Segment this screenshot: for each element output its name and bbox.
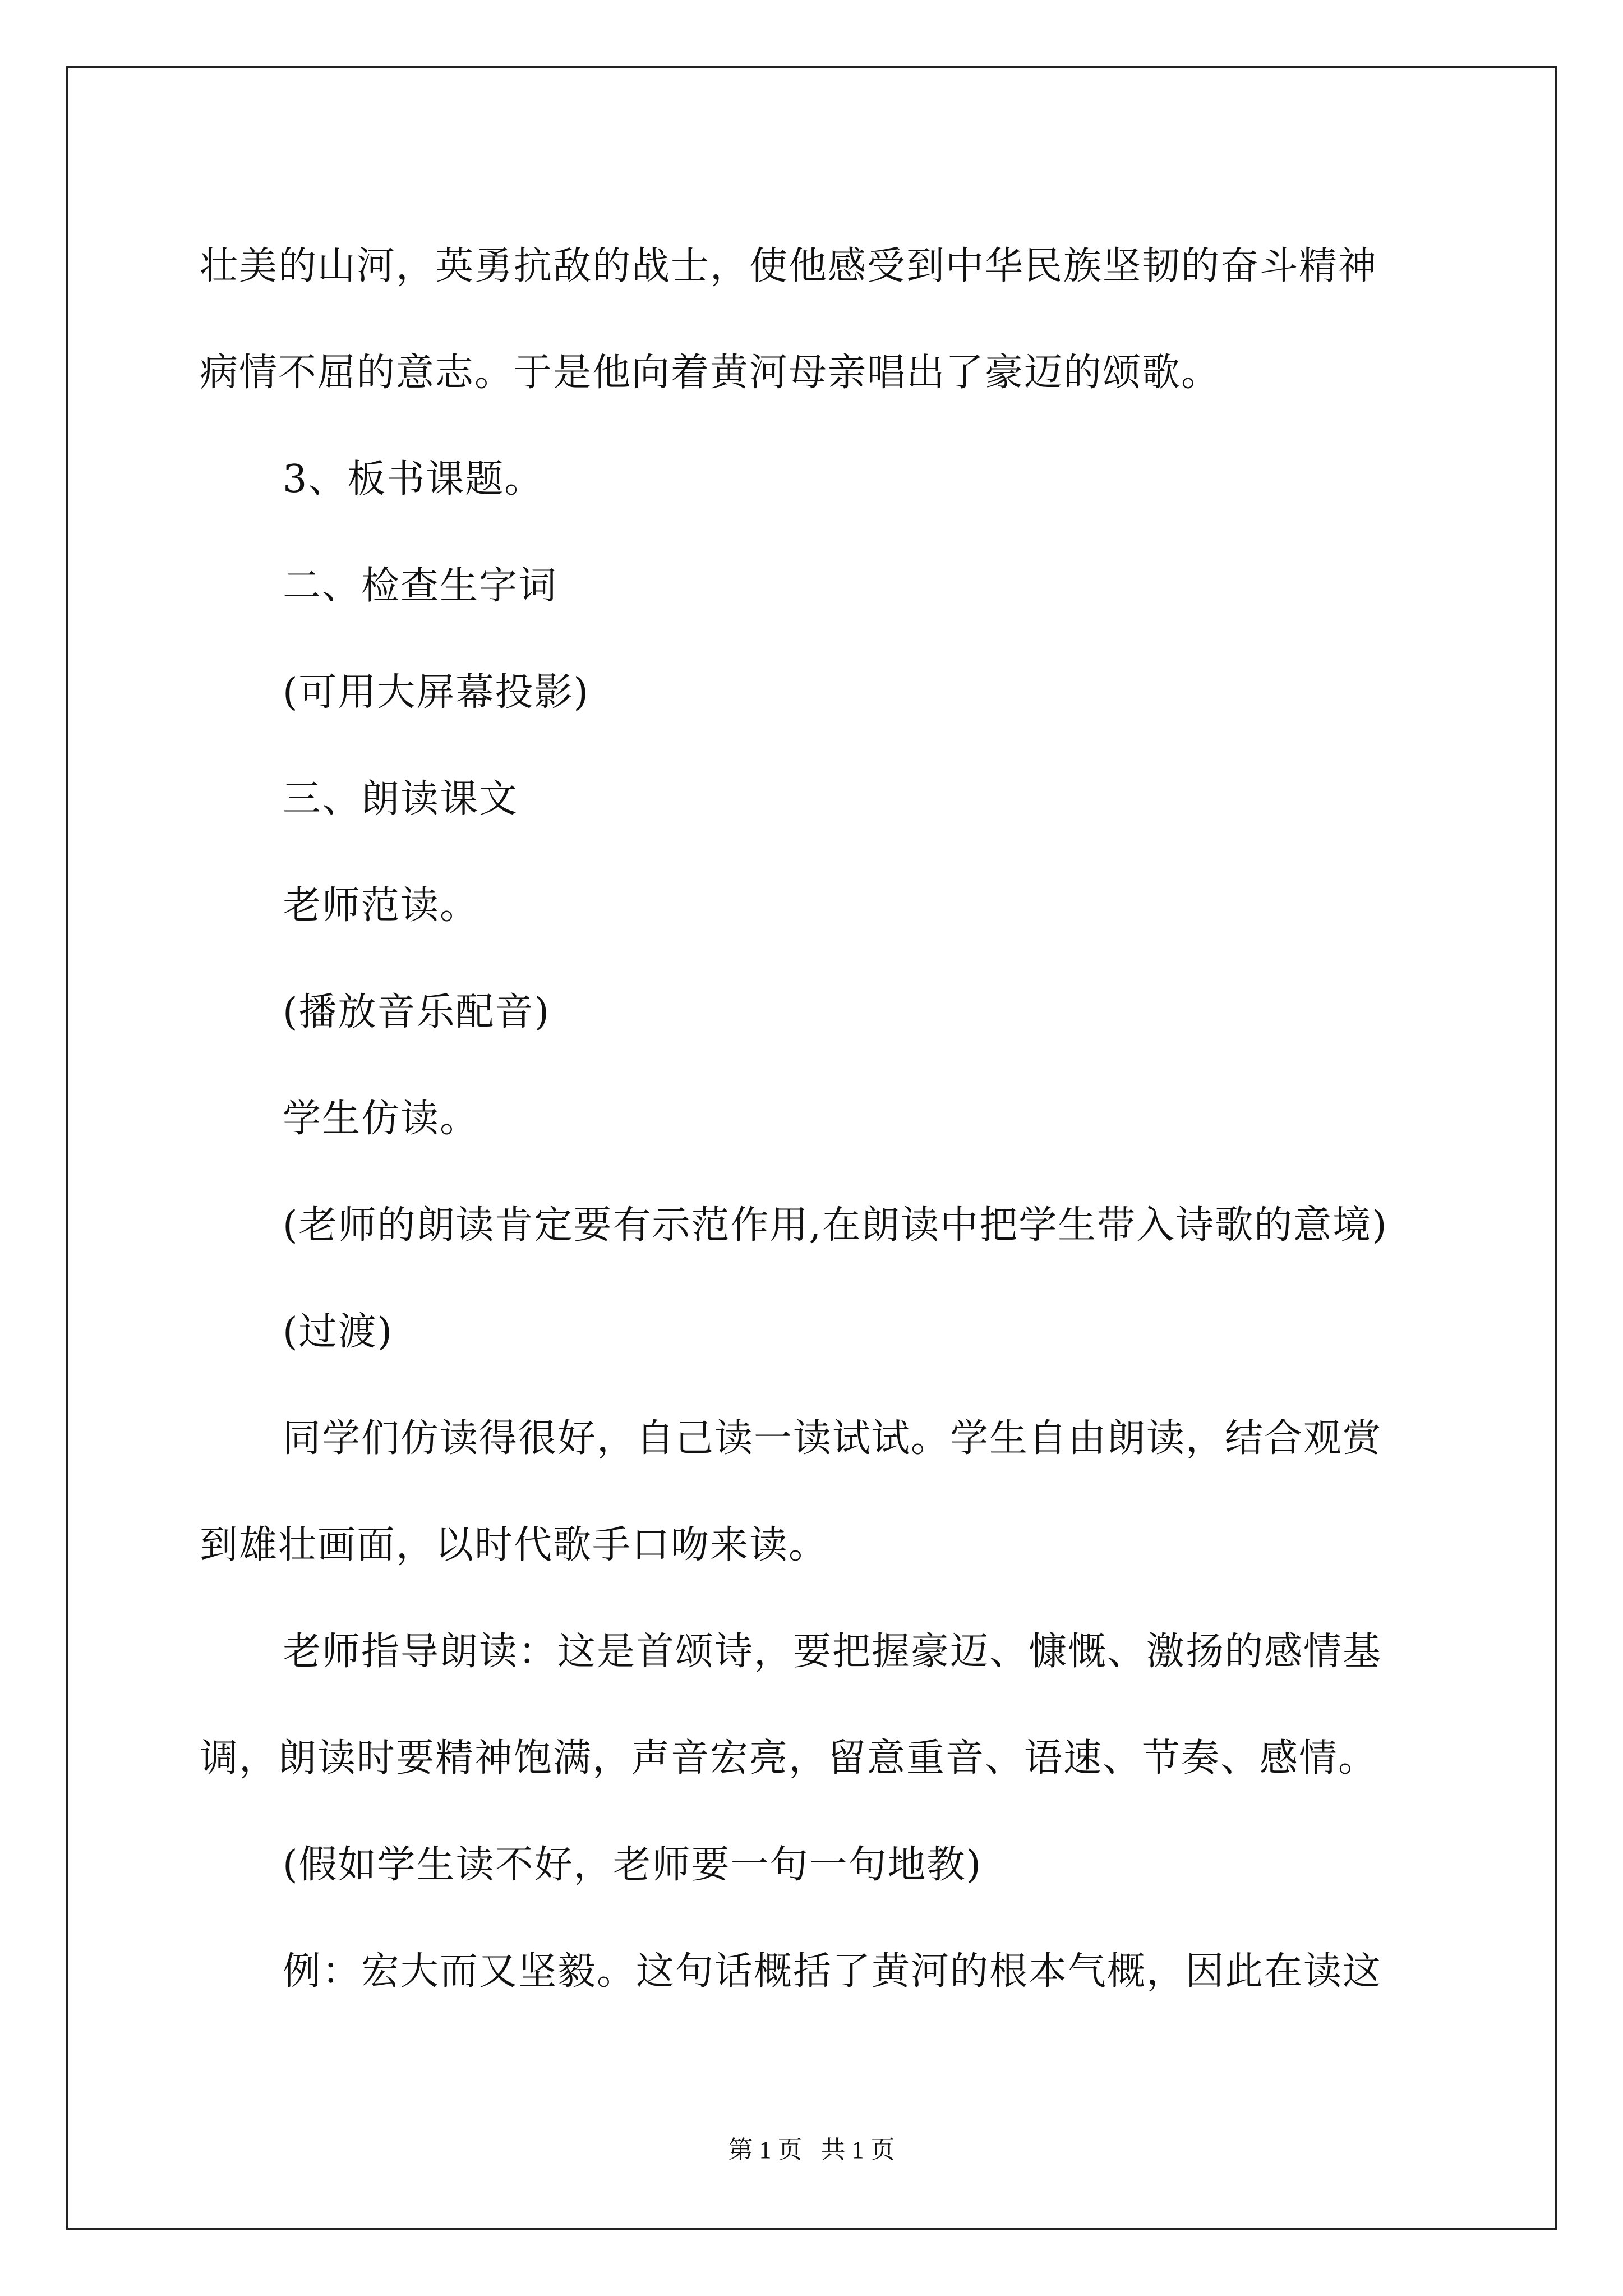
paragraph-line: 3、板书课题。 [283, 457, 544, 501]
paragraph-line: (老师的朗读肯定要有示范作用,在朗读中把学生带入诗歌的意境) [283, 1203, 1388, 1248]
paragraph-line: (播放音乐配音) [283, 990, 551, 1034]
page-footer: 第 1 页 共 1 页 [728, 2136, 895, 2164]
paragraph-line: 病情不屈的意志。于是他向着黄河母亲唱出了豪迈的颂歌。 [200, 351, 1221, 395]
section-heading: 三、朗读课文 [283, 777, 519, 821]
paragraph-line: 例：宏大而又坚毅。这句话概括了黄河的根本气概，因此在读这 [283, 1949, 1382, 1994]
paragraph-line: 老师指导朗读：这是首颂诗，要把握豪迈、慷慨、激扬的感情基 [283, 1630, 1382, 1674]
paragraph-line: 老师范读。 [283, 884, 479, 928]
paragraph-line: 学生仿读。 [283, 1097, 479, 1141]
paragraph-line: (假如学生读不好，老师要一句一句地教) [283, 1843, 983, 1887]
paragraph-line: 调，朗读时要精神饱满，声音宏亮，留意重音、语速、节奏、感情。 [200, 1736, 1378, 1780]
paragraph-line: (可用大屏幕投影) [283, 670, 590, 715]
section-heading: 二、检查生字词 [283, 564, 558, 608]
paragraph-line: 到雄壮画面，以时代歌手口吻来读。 [200, 1523, 828, 1567]
paragraph-line: 同学们仿读得很好，自己读一读试试。学生自由朗读，结合观赏 [283, 1416, 1382, 1461]
paragraph-line: (过渡) [283, 1310, 394, 1354]
paragraph-line: 壮美的山河，英勇抗敌的战士，使他感受到中华民族坚韧的奋斗精神 [200, 244, 1378, 288]
document-body [200, 213, 1433, 2025]
